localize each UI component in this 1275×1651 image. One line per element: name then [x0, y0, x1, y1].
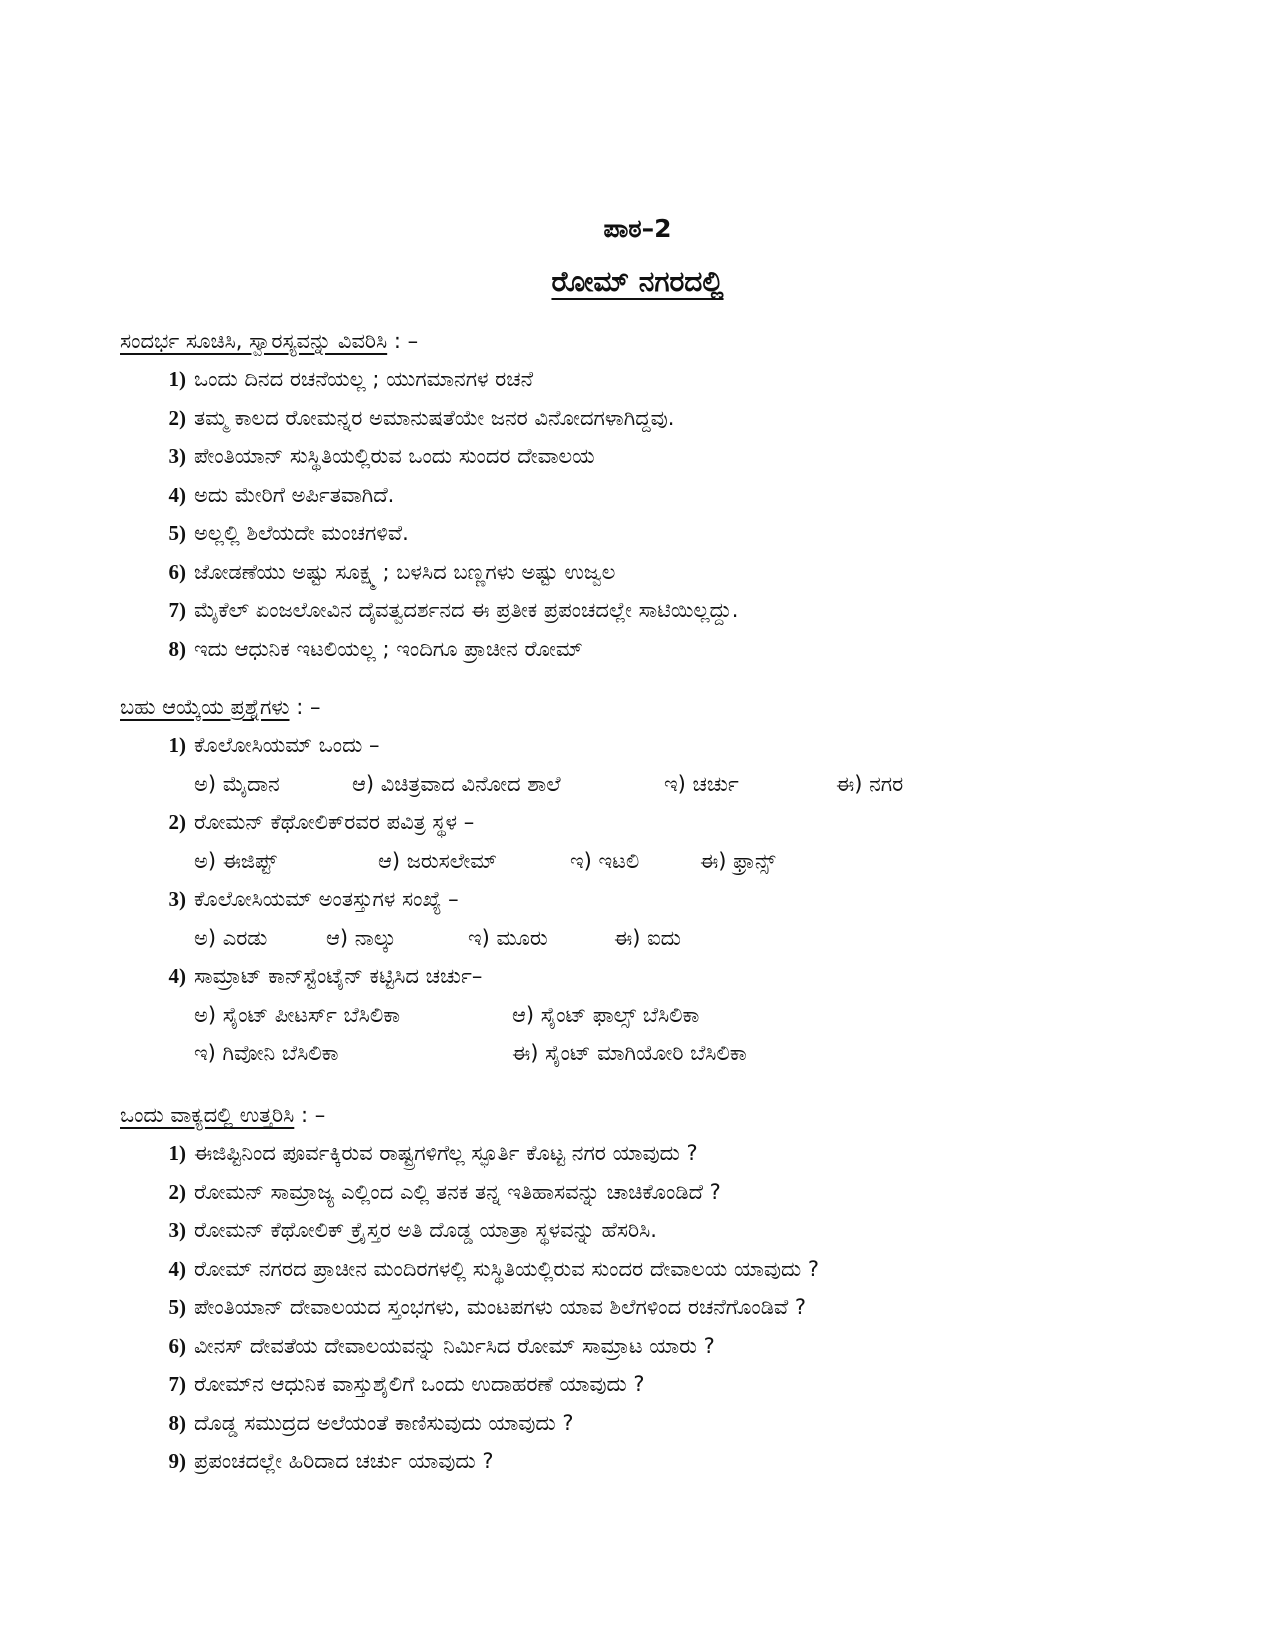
- mcq-options: [194, 765, 1220, 804]
- section-title: [120, 692, 1220, 722]
- item-text: ಪ್ರಪಂಚದಲ್ಲೇ ಹಿರಿದಾದ ಚರ್ಚು ಯಾವುದು ?: [194, 1449, 494, 1473]
- item-text: ರೋಮನ್ ಕೆಥೋಲಿಕ್ ಕ್ರೈಸ್ತರ ಅತಿ ದೊಡ್ಡ ಯಾತ್ರಾ ಸ್ಥಳವನ್ನು ಹೆಸರಿಸಿ.: [194, 1218, 657, 1242]
- section-context: [120, 326, 1220, 668]
- item-text: ಅದು ಮೇರಿಗೆ ಅರ್ಪಿತವಾಗಿದೆ.: [194, 482, 395, 507]
- list-item: [150, 1134, 1220, 1173]
- item-number: 5): [168, 1295, 186, 1319]
- list-item: [150, 399, 1220, 438]
- option: ಆ) ಸೈಂಟ್ ಫಾಲ್ಸ್ ಬೆಸಿಲಿಕಾ: [512, 1002, 700, 1027]
- item-text: ಪೇಂತಿಯಾನ್ ದೇವಾಲಯದ ಸ್ತಂಭಗಳು, ಮಂಟಪಗಳು ಯಾವ ಶಿಲೆಗಳಿಂದ ರಚನೆಗೊಂಡಿವೆ ?: [194, 1295, 807, 1319]
- list-item: [150, 1442, 1220, 1481]
- section-one-sentence: [120, 1100, 1220, 1481]
- section-mcq: [120, 692, 1220, 1073]
- list-item: [150, 437, 1220, 476]
- item-number: 6): [168, 559, 186, 584]
- list-item: [150, 1250, 1220, 1289]
- item-number: 3): [168, 887, 186, 911]
- option: ಅ) ಈಜಿಪ್ಟ್: [194, 848, 277, 873]
- option: ಅ) ಎರಡು: [194, 925, 268, 950]
- item-number: 4): [168, 1256, 186, 1281]
- lesson-title-text: ರೋಮ್ ನಗರದಲ್ಲಿ: [551, 265, 724, 298]
- list-item: [150, 1365, 1220, 1404]
- option: ಈ) ಐದು: [614, 925, 681, 950]
- option: ಅ) ಮೈದಾನ: [194, 771, 280, 796]
- item-number: 3): [168, 444, 186, 468]
- section-title-text: ಒಂದು ವಾಕ್ಯದಲ್ಲಿ ಉತ್ತರಿಸಿ: [120, 1103, 295, 1127]
- lesson-number: ಪಾಠ–2: [603, 214, 672, 243]
- item-number: 4): [168, 482, 186, 507]
- list-item: [150, 1327, 1220, 1366]
- option: ಆ) ಜರುಸಲೇಮ್: [378, 848, 498, 873]
- question-list: [120, 360, 1220, 668]
- item-text: ಮೈಕೆಲ್ ಏಂಜಲೋವಿನ ದೈವತ್ವದರ್ಶನದ ಈ ಪ್ರತೀಕ ಪ್ರಪಂಚದಲ್ಲೇ ಸಾಟಿಯಿಲ್ಲದ್ದು.: [194, 598, 739, 622]
- item-text: ರೋಮ್ ನಗರದ ಪ್ರಾಚೀನ ಮಂದಿರಗಳಲ್ಲಿ ಸುಸ್ಥಿತಿಯಲ್ಲಿರುವ ಸುಂದರ ದೇವಾಲಯ ಯಾವುದು ?: [194, 1256, 820, 1281]
- mcq-options: [194, 919, 1220, 958]
- option: ಇ) ಗಿವೋನಿ ಬೆಸಿಲಿಕಾ: [194, 1041, 339, 1065]
- item-number: 5): [168, 521, 186, 545]
- item-number: 2): [168, 810, 186, 834]
- item-text: ಪೇಂತಿಯಾನ್ ಸುಸ್ಥಿತಿಯಲ್ಲಿರುವ ಒಂದು ಸುಂದರ ದೇವಾಲಯ: [194, 444, 595, 468]
- list-item: [150, 630, 1220, 669]
- item-number: 2): [168, 1179, 186, 1204]
- option: ಇ) ಇಟಲಿ: [570, 848, 640, 873]
- mcq-options: [194, 842, 1220, 881]
- item-text: ಜೋಡಣೆಯು ಅಷ್ಟು ಸೂಕ್ಷ್ಮ ; ಬಳಸಿದ ಬಣ್ಣಗಳು ಅಷ್ಟು ಉಜ್ವಲ: [194, 559, 616, 584]
- item-text: ಈಜಿಪ್ಟಿನಿಂದ ಪೂರ್ವಕ್ಕಿರುವ ರಾಷ್ಟ್ರಗಳಿಗೆಲ್ಲ ಸ್ಫೂರ್ತಿ ಕೊಟ್ಟ ನಗರ ಯಾವುದು ?: [194, 1141, 698, 1165]
- item-number: 1): [168, 1141, 186, 1165]
- item-text: ಅಲ್ಲಲ್ಲಿ ಶಿಲೆಯದೇ ಮಂಚಗಳಿವೆ.: [194, 521, 409, 545]
- item-text: ಸಾಮ್ರಾಟ್ ಕಾನ್‌ಸ್ಟೆಂಟೈನ್ ಕಟ್ಟಿಸಿದ ಚರ್ಚು–: [194, 964, 483, 988]
- item-number: 9): [168, 1449, 186, 1473]
- item-text: ಕೊಲೋಸಿಯಮ್ ಅಂತಸ್ತುಗಳ ಸಂಖ್ಯೆ –: [194, 887, 459, 911]
- option: ಈ) ಫ್ರಾನ್ಸ್: [700, 848, 776, 873]
- item-number: 4): [168, 964, 186, 988]
- list-item: [150, 360, 1220, 399]
- section-title-suffix: : –: [296, 695, 321, 719]
- option: ಈ) ನಗರ: [836, 771, 904, 796]
- item-text: ರೋಮ್‌ನ ಆಧುನಿಕ ವಾಸ್ತುಶೈಲಿಗೆ ಒಂದು ಉದಾಹರಣೆ ಯಾವುದು ?: [194, 1372, 645, 1396]
- section-title: [120, 326, 1220, 356]
- list-item: [150, 514, 1220, 553]
- item-number: 2): [168, 405, 186, 430]
- option: ಆ) ವಿಚಿತ್ರವಾದ ವಿನೋದ ಶಾಲೆ: [352, 771, 561, 796]
- question-list: [120, 1134, 1220, 1481]
- mcq-options: [194, 1034, 1220, 1073]
- list-item: [150, 553, 1220, 592]
- option: ಇ) ಚರ್ಚು: [664, 771, 739, 796]
- item-text: ವೀನಸ್ ದೇವತೆಯ ದೇವಾಲಯವನ್ನು ನಿರ್ಮಿಸಿದ ರೋಮ್ ಸಾಮ್ರಾಟ ಯಾರು ?: [194, 1333, 715, 1358]
- item-number: 1): [168, 733, 186, 757]
- item-text: ಒಂದು ದಿನದ ರಚನೆಯಲ್ಲ ; ಯುಗಮಾನಗಳ ರಚನೆ: [194, 367, 534, 391]
- list-item: [150, 1404, 1220, 1443]
- mcq-list: [120, 726, 1220, 1073]
- option: ಅ) ಸೈಂಟ್ ಪೀಟರ್ಸ್ ಬೆಸಿಲಿಕಾ: [194, 1002, 401, 1027]
- list-item: [150, 1173, 1220, 1212]
- item-text: ಕೊಲೋಸಿಯಮ್ ಒಂದು –: [194, 733, 380, 757]
- mcq-options: [194, 996, 1220, 1035]
- item-text: ರೋಮನ್ ಸಾಮ್ರಾಜ್ಯ ಎಲ್ಲಿಂದ ಎಲ್ಲಿ ತನಕ ತನ್ನ ಇತಿಹಾಸವನ್ನು ಚಾಚಿಕೊಂಡಿದೆ ?: [194, 1179, 721, 1204]
- item-number: 6): [168, 1333, 186, 1358]
- section-title-suffix: : –: [393, 329, 419, 353]
- item-number: 7): [168, 1372, 186, 1396]
- section-title-suffix: : –: [300, 1103, 326, 1127]
- item-number: 7): [168, 598, 186, 622]
- lesson-title: [0, 265, 1275, 299]
- option: ಇ) ಮೂರು: [468, 925, 548, 950]
- mcq-question: [150, 726, 1220, 765]
- item-text: ದೊಡ್ಡ ಸಮುದ್ರದ ಅಲೆಯಂತೆ ಕಾಣಿಸುವುದು ಯಾವುದು ?: [194, 1410, 574, 1435]
- item-number: 8): [168, 636, 186, 661]
- option: ಈ) ಸೈಂಟ್ ಮಾಗಿಯೋರಿ ಬೆಸಿಲಿಕಾ: [512, 1041, 747, 1065]
- list-item: [150, 476, 1220, 515]
- list-item: [150, 1288, 1220, 1327]
- section-title-text: ಸಂದರ್ಭ ಸೂಚಿಸಿ, ಸ್ವಾರಸ್ಯವನ್ನು ವಿವರಿಸಿ: [120, 329, 388, 353]
- item-text: ಇದು ಆಧುನಿಕ ಇಟಲಿಯಲ್ಲ ; ಇಂದಿಗೂ ಪ್ರಾಚೀನ ರೋಮ್: [194, 636, 583, 661]
- mcq-question: [150, 880, 1220, 919]
- item-number: 8): [168, 1410, 186, 1435]
- option: ಆ) ನಾಲ್ಕು: [326, 925, 397, 950]
- mcq-question: [150, 957, 1220, 996]
- mcq-question: [150, 803, 1220, 842]
- list-item: [150, 591, 1220, 630]
- item-number: 3): [168, 1218, 186, 1242]
- item-text: ರೋಮನ್ ಕೆಥೋಲಿಕ್‌ರವರ ಪವಿತ್ರ ಸ್ಥಳ –: [194, 810, 475, 834]
- section-title: [120, 1100, 1220, 1130]
- item-number: 1): [168, 367, 186, 391]
- item-text: ತಮ್ಮ ಕಾಲದ ರೋಮನ್ನರ ಅಮಾನುಷತೆಯೇ ಜನರ ವಿನೋದಗಳಾಗಿದ್ದವು.: [194, 405, 675, 430]
- list-item: [150, 1211, 1220, 1250]
- section-title-text: ಬಹು ಆಯ್ಕೆಯ ಪ್ರಶ್ನೆಗಳು: [120, 695, 290, 719]
